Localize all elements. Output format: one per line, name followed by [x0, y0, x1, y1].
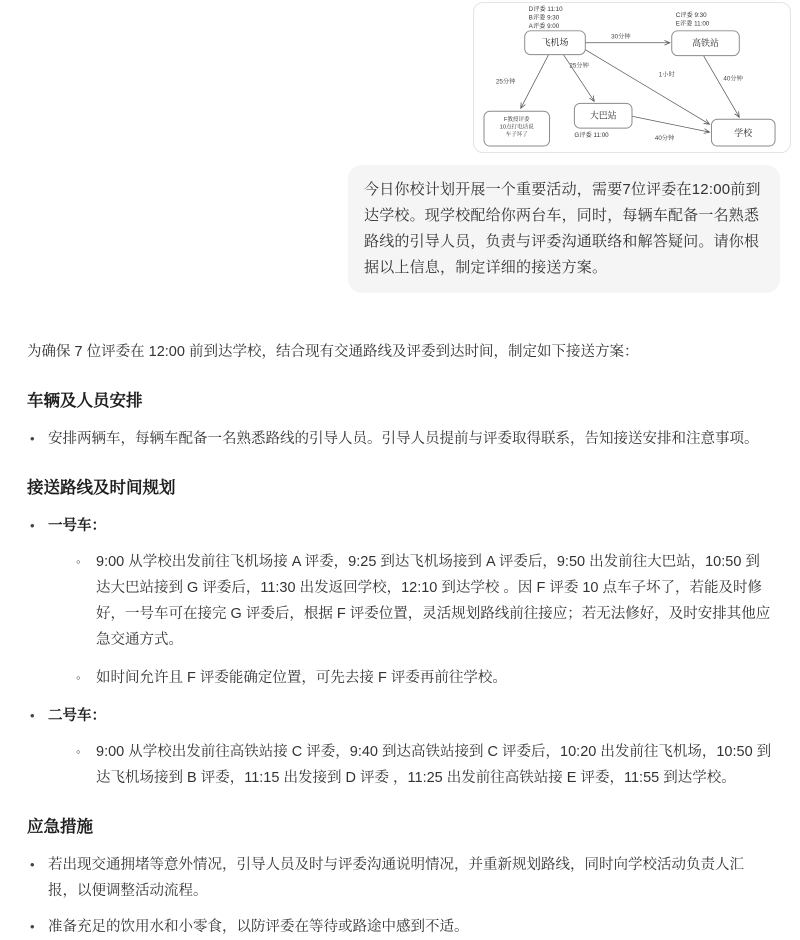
edge-label-bus-school: 40分钟: [654, 135, 675, 143]
fnote-line-2: 10点打电话说: [499, 124, 534, 131]
section-heading-emergency: 应急措施: [27, 818, 93, 836]
edge-label-airport-school: 1小时: [658, 71, 675, 79]
response-intro: 为确保 7 位评委在 12:00 前到达学校，结合现有交通路线及评委到达时间，制定如下接送方案：: [27, 344, 639, 360]
car2-label: 二号车：: [48, 708, 106, 724]
diagram-node-school-label: 学校: [734, 127, 753, 138]
list-item: • 准备充足的饮用水和小零食，以防评委在等待或路途中感到不适。: [27, 914, 772, 940]
list-item: • 若出现交通拥堵等意外情况，引导人员及时与评委沟通说明情况，并重新规划路线，同时向学校活动负责人汇报，以便调整活动流程。: [27, 852, 772, 904]
edge-label-airport-fnote: 25分钟: [495, 78, 516, 86]
arrival-airport-3: A评委 9:00: [528, 22, 560, 30]
user-message-bubble: [348, 165, 780, 293]
list-item: ◦ 9:00 从学校出发前往飞机场接 A 评委，9:25 到达飞机场接到 A 评委后，9:50 出发前往大巴站，10:50 到达大巴站接到 G 评委后，11:30 出发返回学校，12:10 到达学校 。因 F 评委 10 点车子坏了，若能及时修好，一号车可在接完 G 评委后，根据 F 评委位置，灵活规划路线前往接应；若无法修好，及时安排其他应急交通方式。: [75, 549, 772, 653]
section-heading-vehicles: 车辆及人员安排: [27, 392, 143, 410]
arrival-rail-1: C评委 9:30: [675, 11, 707, 19]
list-item: ◦ 9:00 从学校出发前往高铁站接 C 评委，9:40 到达高铁站接到 C 评委后，10:20 出发前往飞机场，10:50 到达飞机场接到 B 评委，11:15 出发接到 D 评委 ，11:25 出发前往高铁站接 E 评委，11:55 到达学校。: [75, 739, 772, 791]
vehicles-list: [27, 426, 772, 452]
car2-steps: [75, 739, 772, 791]
arrival-rail-2: E评委 11:00: [675, 20, 710, 28]
route-diagram: [474, 3, 790, 152]
user-message-text: 今日你校计划开展一个重要活动，需要7位评委在12:00前到达学校。现学校配给你两台车，同时，每辆车配备一名熟悉路线的引导人员，负责与评委沟通联络和解答疑问。请你根据以上信息，制定详细的接送方案。: [364, 181, 761, 276]
edge-rail-school: [704, 56, 740, 118]
arrival-airport-1: D评委 11:10: [528, 5, 563, 13]
list-item: ◦ 如时间允许且 F 评委能确定位置，可先去接 F 评委再前往学校。: [75, 665, 772, 691]
list-item-car2: [27, 703, 772, 791]
emergency-list: [27, 852, 772, 940]
user-turn: [0, 0, 800, 293]
diagram-node-airport-label: 飞机场: [541, 37, 569, 48]
car1-label: 一号车：: [48, 518, 106, 534]
car1-steps: [75, 549, 772, 691]
diagram-node-bus-label: 大巴站: [589, 110, 617, 121]
list-item-car1: [27, 513, 772, 691]
edge-airport-fnote: [521, 55, 549, 109]
attached-image[interactable]: [473, 2, 791, 153]
edge-label-rail-school: 40分钟: [723, 75, 743, 83]
fnote-line-1: F教授评委: [503, 117, 530, 124]
routes-list: [27, 513, 772, 791]
fnote-line-3: 车子坏了: [505, 132, 528, 139]
diagram-node-rail-label: 高铁站: [692, 38, 719, 49]
list-item: • 安排两辆车，每辆车配备一名熟悉路线的引导人员。引导人员提前与评委取得联系，告知接送安排和注意事项。: [27, 426, 772, 452]
arrival-airport-2: B评委 9:30: [528, 14, 560, 22]
edge-bus-school: [632, 116, 709, 132]
edge-label-airport-rail: 30分钟: [611, 33, 631, 41]
arrival-bus: G评委 11:00: [574, 132, 609, 140]
assistant-response: [0, 293, 800, 940]
edge-label-airport-bus: 25分钟: [569, 62, 589, 70]
section-heading-routes: 接送路线及时间规划: [27, 479, 176, 497]
